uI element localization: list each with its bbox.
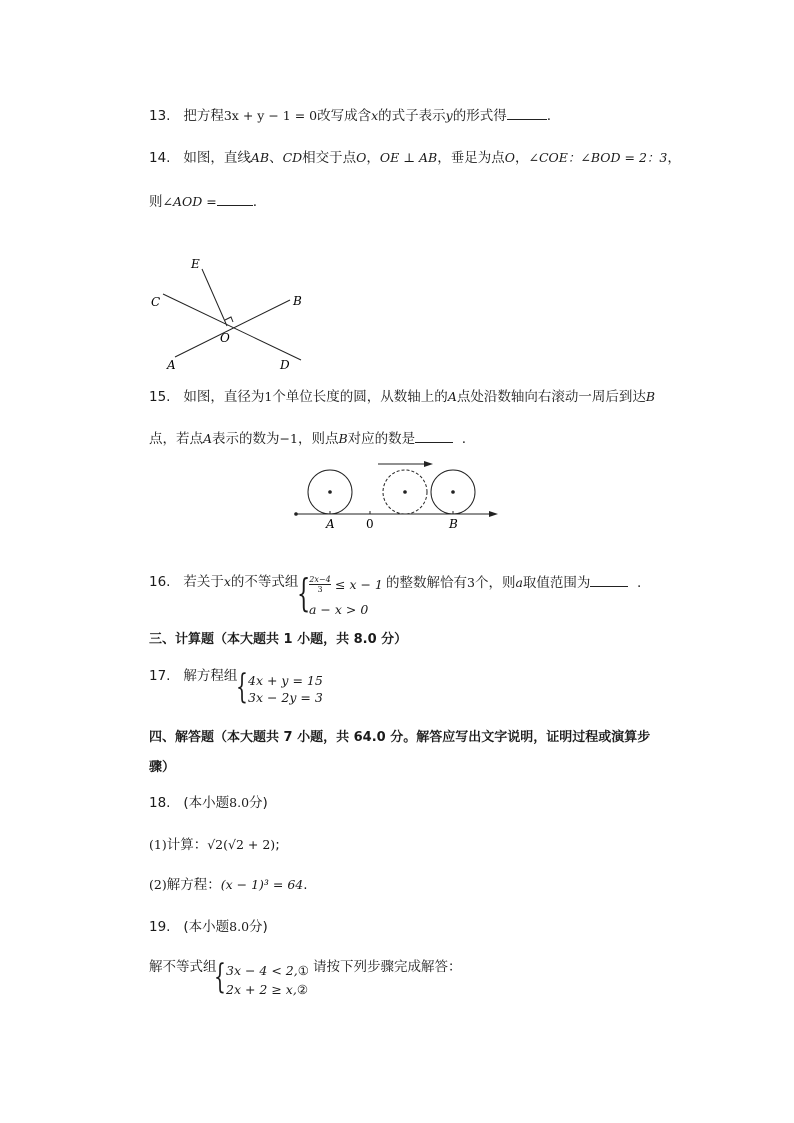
text: 如图，直线 (183, 150, 251, 166)
inequality-1 (226, 963, 309, 978)
brace: { (297, 571, 311, 615)
right-angle-mark (225, 317, 233, 322)
score: 8.0 (229, 919, 250, 934)
var: a (515, 575, 523, 590)
label-d: D (280, 358, 290, 372)
answer-blank[interactable] (217, 192, 253, 206)
var: CD (282, 150, 303, 165)
text: 、 (269, 150, 283, 166)
var: B (645, 389, 656, 404)
text: 的不等式组 (230, 574, 299, 590)
text: 改写成含 (317, 108, 372, 124)
text: . (303, 877, 308, 893)
inequality-1: ≤ x − 1 (335, 577, 383, 592)
label-e: E (191, 257, 200, 271)
text: 则 (149, 194, 163, 210)
label-b: B (293, 294, 302, 308)
question-18 (149, 794, 268, 812)
equation: (x − 1)³ = 64 (220, 877, 304, 892)
question-number: 15. (149, 389, 171, 405)
equation-2: 3x − 2y = 3 (248, 690, 323, 705)
var: O (504, 150, 515, 165)
expr: 2x + 2 ≥ x, (226, 982, 297, 997)
question-16 (149, 573, 298, 591)
line-ab (175, 300, 290, 357)
line-cd (163, 294, 301, 360)
circle-center (451, 490, 455, 494)
text: 如图，直径为 (183, 389, 265, 405)
question-15-line2 (149, 429, 466, 448)
number: 3 (467, 575, 475, 590)
question-14-line2 (149, 192, 257, 211)
text: 取值范围为 (522, 575, 591, 591)
var: y (445, 108, 453, 123)
text: . (252, 194, 258, 210)
fraction (309, 575, 331, 594)
part-label: (1) (149, 837, 167, 852)
label-zero: 0 (366, 517, 374, 531)
var: x (223, 574, 231, 589)
circle-center (403, 490, 407, 494)
circled-two: ② (296, 982, 309, 997)
question-15 (149, 388, 655, 406)
text: . (637, 575, 642, 591)
text: 解方程： (166, 877, 221, 893)
text: ; (275, 837, 280, 853)
expression: √2(√2 + 2) (207, 837, 276, 852)
inequality-system-19 (214, 957, 314, 999)
text: 相交于点 (302, 150, 357, 166)
text: ， (366, 150, 380, 166)
section-heading-4: 四、解答题（本大题共 7 小题，共 64.0 分。解答应写出文字说明，证明过程或演算步 (149, 730, 651, 745)
label-c: C (151, 295, 161, 309)
answer-blank[interactable] (415, 429, 453, 443)
label-o: O (220, 331, 230, 345)
question-17 (149, 667, 237, 685)
question-number: 16. (149, 574, 171, 590)
label-a: A (326, 517, 335, 531)
answer-blank[interactable] (590, 573, 628, 587)
brace: { (214, 957, 226, 997)
expr: 3x − 4 < 2, (226, 963, 298, 978)
text: 对应的数是 (347, 431, 416, 447)
text: 把方程 (183, 108, 224, 124)
label-b: B (449, 517, 458, 531)
text: ， (514, 150, 529, 166)
question-19-tail (313, 958, 462, 976)
text: 个，则 (474, 575, 516, 591)
text: 分) (249, 919, 268, 935)
figure-rolling-circle (290, 456, 505, 532)
question-14 (149, 149, 681, 167)
question-18-part-2 (149, 876, 308, 894)
text: 的整数解恰有 (386, 575, 467, 591)
question-18-part-1 (149, 836, 280, 854)
question-number: 14. (149, 150, 171, 166)
part-label: (2) (149, 877, 167, 892)
var: x (371, 108, 379, 123)
text: 分) (249, 795, 268, 811)
inequality-2 (226, 982, 308, 997)
var: A (203, 431, 213, 446)
text: ，垂足为点 (437, 150, 505, 166)
text: 计算： (166, 837, 208, 853)
text: . (461, 431, 467, 447)
figure-intersecting-lines (145, 250, 315, 375)
var: B (338, 431, 348, 446)
question-19-text (149, 958, 217, 976)
question-19 (149, 918, 268, 936)
section-heading-3: 三、计算题（本大题共 1 小题，共 8.0 分） (149, 632, 408, 647)
score: 8.0 (229, 795, 250, 810)
fraction-numerator: 2x−4 (309, 575, 331, 584)
inequality-system-16 (297, 571, 392, 620)
text: 的形式得 (452, 108, 507, 124)
text: . (546, 108, 552, 124)
circle-center (328, 490, 332, 494)
answer-blank[interactable] (507, 106, 547, 120)
label-a: A (167, 358, 176, 372)
text: 解方程组 (183, 668, 238, 684)
inequality-2: a − x > 0 (309, 602, 369, 617)
section-heading-4-line2: 骤） (149, 760, 176, 775)
text: 的式子表示 (378, 108, 446, 124)
text: 个单位长度的圆，从数轴上的 (272, 389, 448, 405)
text: (本小题 (183, 919, 230, 935)
text: 表示的数为 (212, 431, 280, 447)
direction-arrowhead (424, 461, 433, 467)
axis-arrow (489, 511, 498, 517)
question-number: 19. (149, 919, 171, 935)
text: 点，若点 (149, 431, 203, 447)
text: ，则点 (297, 431, 339, 447)
expr: OE ⊥ AB (379, 150, 438, 165)
question-13 (149, 106, 551, 125)
equation-system-17 (236, 667, 346, 708)
equation: 3x + y − 1 = 0 (223, 108, 318, 123)
axis-start-dot (294, 512, 298, 516)
expr: ∠COE：∠BOD = 2：3 (528, 150, 668, 165)
expr: ∠AOD = (162, 194, 217, 209)
number: 1 (264, 389, 273, 404)
line-oe (202, 269, 227, 326)
var: A (447, 389, 457, 404)
text: 若关于 (183, 574, 224, 590)
var: AB (250, 150, 270, 165)
text: 请按下列步骤完成解答： (313, 959, 462, 975)
text: 解不等式组 (149, 959, 217, 975)
equation-1: 4x + y = 15 (248, 673, 323, 688)
question-number: 17. (149, 668, 171, 684)
var: O (356, 150, 367, 165)
text: (本小题 (183, 795, 230, 811)
question-number: 18. (149, 795, 171, 811)
circled-one: ① (297, 963, 309, 978)
number: −1 (279, 431, 298, 446)
brace: { (236, 667, 248, 707)
question-number: 13. (149, 108, 171, 124)
text: 点处沿数轴向右滚动一周后到达 (456, 389, 646, 405)
question-16-tail (386, 573, 641, 592)
text: ， (667, 150, 681, 166)
fraction-denominator: 3 (317, 585, 323, 594)
